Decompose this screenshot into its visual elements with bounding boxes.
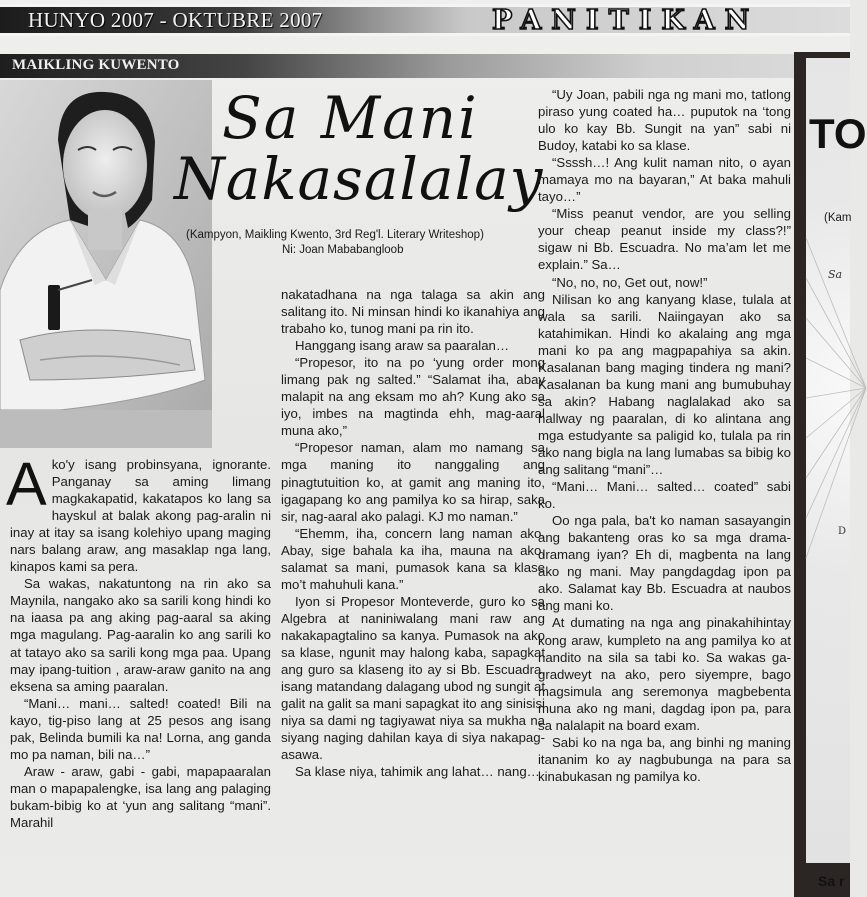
paragraph: Sa klase niya, tahimik ang lahat… nang…: [295, 764, 540, 780]
adjacent-title-fragment: TO: [809, 110, 867, 157]
sunburst-decoration: [806, 58, 850, 863]
article-title-line-2: Nakasalalay: [174, 145, 544, 213]
article-column-1: [6, 450, 271, 831]
paragraph: “Propesor naman, alam mo namang sa mga maning ito nanggaling ang pinagtutuition ko, at gamit ang maning ito, igagapang ko ang pamilya ko sa hirap, saka sir, nag-aaral ako palagi. KJ mo naman.”: [281, 440, 545, 524]
paragraph: “Ehemm, iha, concern lang naman ako. Abay, sige bahala ka iha, mauna na ako, salamat sa mani, pumasok kana sa klase mo’t mahuhuli kana.”: [281, 525, 545, 592]
paragraph: [6, 450, 271, 575]
section-title: PANITIKAN: [492, 5, 760, 36]
paragraph: “Miss peanut vendor, are you selling your cheap peanut inside my class?!” sigaw ni Bb. Escuadra. No ma’am let me explain.” Sa…: [538, 206, 791, 273]
adjacent-page: [806, 58, 867, 863]
paragraph: nakatadhana na nga talaga sa akin ang salitang ito. Ni minsan hindi ko ikanahiya ang trabaho ko, tunog mani pa rin ito.: [281, 287, 545, 337]
paragraph: “Mani… Mani… salted… coated” sabi ko.: [538, 479, 791, 512]
paragraph: At dumating na nga ang pinakahihintay kong araw, kumpleto na ang pamilya ko at nandito na sila sa tabi ko. Sa wakas ga-gradweyt na ako, pero siyempre, bago magsimula ang seremonya magbebenta muna ako ng mani, dagdag ipon pa, para sa nalalapit na board exam.: [538, 615, 791, 733]
article-author: Ni: Joan Mababangloob: [282, 244, 404, 256]
article-column-3: [538, 86, 791, 785]
article-credit: (Kampyon, Maikling Kwento, 3rd Reg'l. Literary Writeshop): [186, 229, 484, 241]
article-photo: [0, 80, 212, 448]
paragraph: Sabi ko na nga ba, ang binhi ng maning itananim ko ay nagbubunga na para sa kinabukasan ng pamilya ko.: [538, 734, 791, 784]
paragraph: “Uy Joan, pabili nga ng mani mo, tatlong piraso yung coated ha… puputok na ‘tong ulo ko kay Bb. Sungit na yan” sabi ni Budoy, katabi ko sa klase.: [538, 87, 791, 154]
paragraph: Sa wakas, nakatuntong na rin ako sa Maynila, nangako ako sa sarili kong hindi ko na iaasa pa ang aking pag-aaral sa aking mga magulang. Pag-aaralin ko ang sarili ko at tatayo ako sa sarili kong mga paa. Upang may ipang-tuition , araw-araw ganito na ang eksena sa aming paaralan.: [10, 576, 271, 694]
paragraph: “No, no, no, Get out, now!”: [552, 274, 708, 290]
adjacent-letter-fragment: D: [838, 526, 847, 537]
paragraph: Nilisan ko ang kanyang klase, tulala at wala sa sarili. Naiingayan ako sa katahimikan. Hindi ko akalaing ang mga mani ko pa ang magpapahiya sa akin. Kasalanan bang maging tindera ng mani? Kasalanan ba kung mani ang bumubuhay sa akin? Habang naglalakad ako sa hallway ng paaralan, di ko alintana ang mga estudyante sa paligid ko, tulala pa rin ako nang bigla na lang lumabas sa bibig ko ang salitang “mani”…: [538, 291, 791, 478]
article-title-line-1: Sa Mani: [222, 84, 479, 152]
adjacent-bottom-fragment: Sa r: [818, 873, 845, 889]
category-label: MAIKLING KUWENTO: [12, 57, 180, 73]
adjacent-script-fragment: Sa: [828, 268, 843, 281]
issue-date-range: HUNYO 2007 - OKTUBRE 2007: [28, 8, 323, 32]
paragraph: Hanggang isang araw sa paaralan…: [295, 338, 510, 354]
article-column-2: [281, 286, 545, 780]
paragraph-text: ko'y isang probinsyana, ignorante. Panganay sa aming limang magkakapatid, kakatapos ko lang sa hayskul at balak akong pag-aralin ni inay at itay sa isang kolehiyo upang maging nars balang araw, ang masaklap nga lang, kinapos kami sa pera.: [10, 457, 271, 575]
woman-photo-illustration: [0, 80, 212, 448]
paragraph: “Mani… mani… salted! coated! Bili na kayo, tig-piso lang at 25 pesos ang isang pak, Belinda bumili ka na! Lorna, ang ganda mo pa naman, bili na…”: [10, 695, 271, 762]
adjacent-subtitle-fragment: (Kam: [824, 212, 852, 224]
paragraph: “Propesor, ito na po ‘yung order mong limang pak ng salted.” “Salamat iha, abay malapit na ang eksam mo ah? Kung ako sa iyo, imbes na magtinda ehh, mag-aaral muna ako,”: [281, 355, 545, 439]
paragraph: “Ssssh…! Ang kulit naman nito, o ayan mamaya mo na bayaran,” At baka mahuli tayo…”: [538, 155, 791, 205]
drop-cap: A: [6, 450, 47, 518]
paragraph: Araw - araw, gabi - gabi, mapapaaralan man o mapapalengke, isa lang ang palaging bukam-bibig ko at ‘yun ang salitang “mani”. Marahil: [10, 763, 271, 830]
paragraph: Oo nga pala, ba't ko naman sasayangin ang bakanteng oras ko sa mga drama-dramang iyan? Eh di, magbenta na lang ako ng mani. May pangdagdag ipon pa ako. Salamat kay Bb. Escuadra at naubos ang mani ko.: [538, 513, 791, 614]
paragraph: Iyon si Propesor Monteverde, guro ko sa Algebra at naniniwalang mani raw ang nakakapagtalino sa kanya. Pumasok na ako sa klase, ngunit may halong kaba, sapagkat ang guro sa klaseng ito ay si Bb. Escuadra, isang matandang dalagang ubod ng sungit at galit na galit sa mani sapagkat ito ang sinisisi niya sa dami ng tagiyawat niya sa mukha na siyang naging dahilan kaya di siya nakapag-asawa.: [281, 593, 545, 763]
